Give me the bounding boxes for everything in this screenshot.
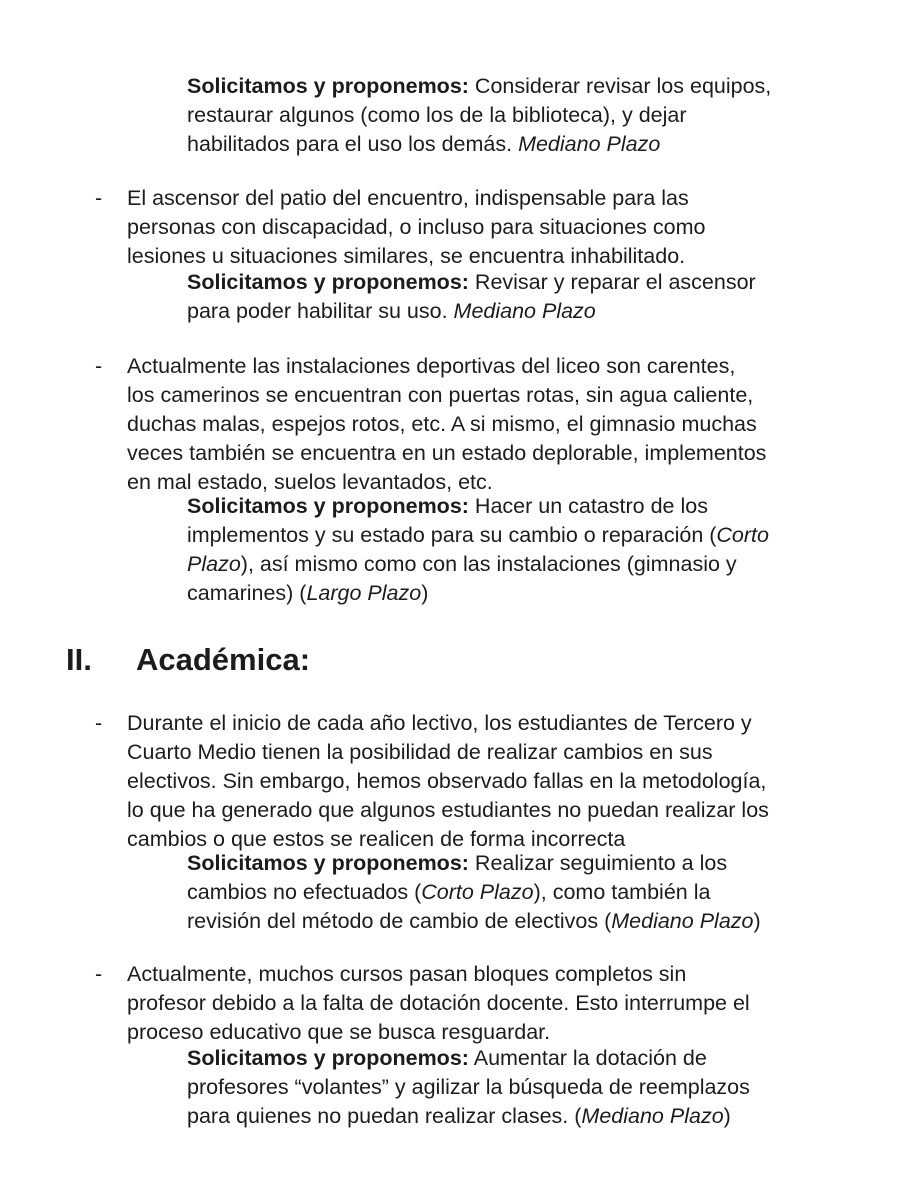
proposal-line: para quienes no puedan realizar clases. (Mediano Plazo) [187,1104,731,1128]
item-line: veces también se encuentra en un estado deplorable, implementos [127,441,767,465]
proposal-line: Solicitamos y proponemos: Revisar y reparar el ascensor [187,270,756,294]
bullet-dash: - [95,354,103,378]
proposal-block-4 [187,849,837,936]
proposal-label: Solicitamos y proponemos: [187,494,469,518]
item-line: El ascensor del patio del encuentro, indispensable para las [127,186,689,210]
term-label: Mediano Plazo [518,132,661,156]
proposal-line: profesores “volantes” y agilizar la búsqueda de reemplazos [187,1075,750,1099]
bullet-dash: - [95,186,103,210]
item-line: duchas malas, espejos rotos, etc. A si mismo, el gimnasio muchas [127,412,757,436]
proposal-line: Solicitamos y proponemos: Realizar seguimiento a los [187,851,728,875]
proposal-line: Solicitamos y proponemos: Hacer un catastro de los [187,494,708,518]
proposal-label: Solicitamos y proponemos: [187,851,469,875]
term-label: Plazo [187,552,241,576]
bullet-dash: - [95,711,103,735]
term-label: Mediano Plazo [453,299,596,323]
item-line: lesiones u situaciones similares, se encuentra inhabilitado. [127,244,686,268]
section-number: II. [66,642,92,677]
section-heading [66,640,310,680]
item-line: cambios o que estos se realicen de forma incorrecta [127,827,626,851]
item-text [127,709,832,854]
proposal-line: para poder habilitar su uso. Mediano Plazo [187,299,596,323]
item-text [127,184,832,271]
item-text [127,960,832,1047]
proposal-label: Solicitamos y proponemos: [187,74,469,98]
term-label: Corto [716,523,769,547]
proposal-label: Solicitamos y proponemos: [187,1046,469,1070]
proposal-block-1 [187,72,837,159]
item-line: Durante el inicio de cada año lectivo, los estudiantes de Tercero y [127,711,752,735]
item-line: Cuarto Medio tienen la posibilidad de realizar cambios en sus [127,740,713,764]
item-line: electivos. Sin embargo, hemos observado fallas en la metodología, [127,769,767,793]
item-line: los camerinos se encuentran con puertas rotas, sin agua caliente, [127,383,754,407]
term-label: Mediano Plazo [611,909,754,933]
item-line: en mal estado, suelos levantados, etc. [127,470,493,494]
item-line: Actualmente, muchos cursos pasan bloques completos sin [127,962,687,986]
term-label: Mediano Plazo [581,1104,724,1128]
section-title: Académica: [136,642,311,677]
proposal-block-2 [187,268,837,326]
proposal-line: camarines) (Largo Plazo) [187,581,429,605]
item-line: personas con discapacidad, o incluso para situaciones como [127,215,706,239]
proposal-block-3 [187,492,837,608]
proposal-line: Solicitamos y proponemos: Considerar revisar los equipos, [187,74,772,98]
proposal-line: revisión del método de cambio de electivos (Mediano Plazo) [187,909,761,933]
item-line: proceso educativo que se busca resguardar. [127,1020,551,1044]
item-line: profesor debido a la falta de dotación docente. Esto interrumpe el [127,991,750,1015]
proposal-line: Solicitamos y proponemos: Aumentar la dotación de [187,1046,707,1070]
proposal-line: habilitados para el uso los demás. Mediano Plazo [187,132,661,156]
item-line: lo que ha generado que algunos estudiantes no puedan realizar los [127,798,769,822]
proposal-line: implementos y su estado para su cambio o reparación (Corto [187,523,769,547]
proposal-line: cambios no efectuados (Corto Plazo), como también la [187,880,711,904]
proposal-line: restaurar algunos (como los de la biblioteca), y dejar [187,103,687,127]
item-line: Actualmente las instalaciones deportivas del liceo son carentes, [127,354,736,378]
item-text [127,352,832,497]
term-label: Corto Plazo [421,880,534,904]
term-label: Largo Plazo [306,581,422,605]
bullet-dash: - [95,962,103,986]
proposal-line: Plazo), así mismo como con las instalaciones (gimnasio y [187,552,737,576]
proposal-block-5 [187,1044,837,1131]
proposal-label: Solicitamos y proponemos: [187,270,469,294]
